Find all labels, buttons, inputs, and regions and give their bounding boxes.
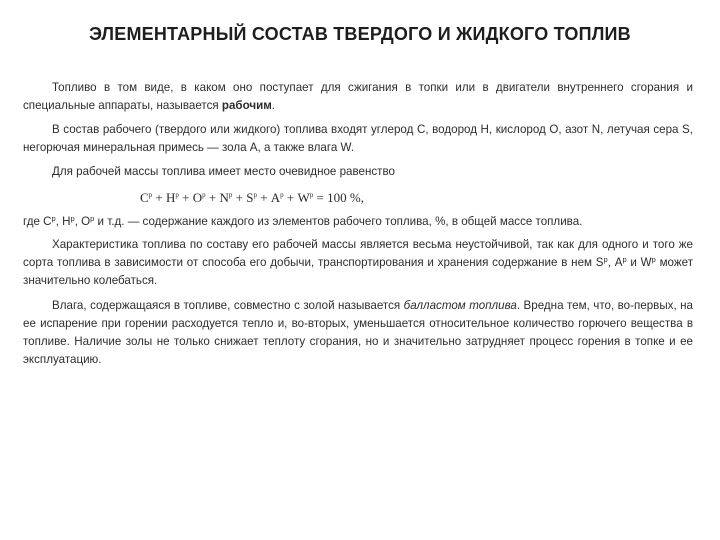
formula-sup: р: [309, 191, 314, 199]
where-h: , H: [55, 215, 71, 228]
where-rest: и т.д. — содержание каждого из элементов рабочего топлива, %, в общей массе топлива.: [94, 215, 583, 228]
formula-explanation: [23, 213, 693, 231]
paragraph-ballast: [23, 297, 693, 370]
formula-c: C: [140, 190, 149, 205]
paragraph-composition: В состав рабочего (твердого или жидкого) топлива входят углерод С, водород Н, кислород О, азот N, летучая сера S, негорючая минеральная примесь — зола А, а также влага W.: [23, 123, 693, 154]
term-ballast: балластом топлива: [403, 298, 517, 312]
where-sup: р: [90, 214, 95, 223]
paragraph-instability: [23, 236, 693, 291]
paragraph-working-fuel: [23, 79, 693, 115]
instability-w: и W: [626, 256, 652, 270]
body-bottom: [23, 236, 693, 375]
formula-o: + O: [178, 190, 203, 205]
where-sup: р: [70, 214, 75, 223]
where-c: где C: [23, 215, 52, 228]
instability-sup: р: [651, 255, 656, 265]
ballast-text: Влага, содержащаяся в топливе, совместно с золой называется: [52, 298, 404, 312]
formula-n: + N: [205, 190, 229, 205]
body-top: [23, 79, 693, 181]
paragraph-working-fuel-end: .: [271, 99, 276, 112]
term-working: рабочим: [221, 99, 272, 112]
page-title: ЭЛЕМЕНТАРНЫЙ СОСТАВ ТВЕРДОГО И ЖИДКОГО ТОПЛИВ: [89, 24, 631, 44]
paragraph-equality-intro: Для рабочей массы топлива имеет место очевидное равенство: [52, 165, 395, 178]
instability-end: может значительно колебаться.: [23, 256, 693, 288]
instability-sup: р: [622, 255, 627, 265]
where-sup: р: [51, 214, 56, 223]
formula-sup: р: [253, 191, 257, 199]
paragraph-working-fuel-text: Топливо в том виде, в каком оно поступает для сжигания в топки или в двигатели внутреннего сгорания и специальные аппараты, называется: [23, 81, 693, 112]
ballast-rest: . Вредна тем, что, во-первых, на ее испарение при горении расходуется тепло и, во-вторых, уменьшается относительное количество горючего вещества в топливе. Наличие золы не только снижает теплоту сгорания, но и значительно затрудняет процесс горения в топке и ее эксплуатацию.: [23, 298, 693, 367]
formula-a: + A: [256, 190, 281, 205]
formula-sup: р: [228, 191, 233, 199]
formula-w: + W: [283, 190, 310, 205]
formula-sup: р: [175, 191, 179, 199]
composition-formula: [140, 190, 440, 206]
formula-sup: р: [202, 191, 206, 199]
instability-a: , A: [607, 256, 623, 270]
formula-sup: р: [148, 191, 153, 199]
where-o: , O: [74, 215, 91, 228]
formula-equals: = 100 %,: [313, 190, 364, 205]
instability-text: Характеристика топлива по составу его рабочей массы является весьма неустойчивой, так как для одного и того же сорта топлива в зависимости от способа его добычи, транспортирования и хранения содержание в нем S: [23, 238, 693, 270]
formula-s: + S: [232, 190, 254, 205]
instability-sup: р: [603, 255, 608, 265]
formula-h: + H: [152, 190, 176, 205]
formula-sup: р: [280, 191, 284, 199]
